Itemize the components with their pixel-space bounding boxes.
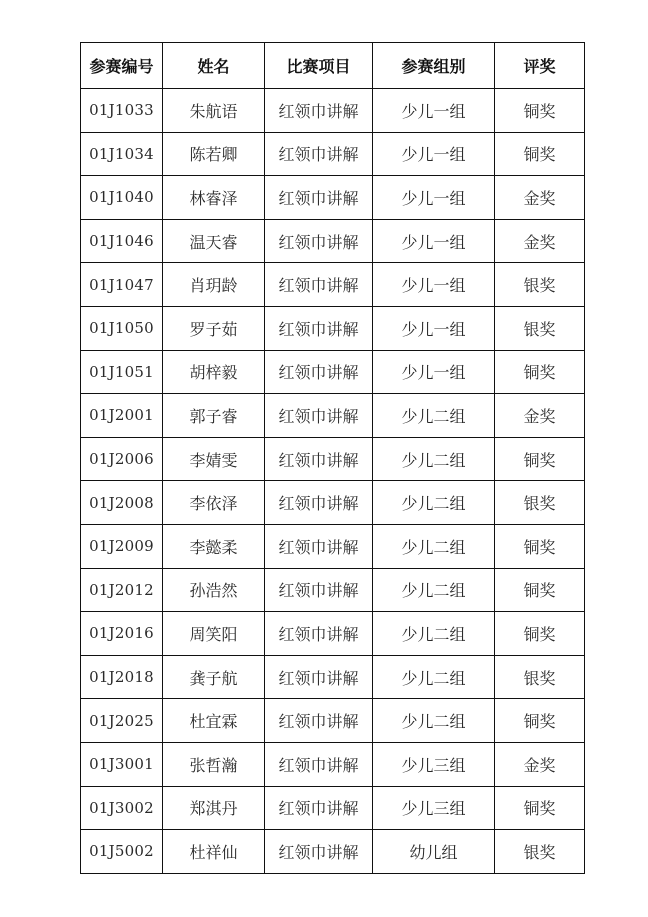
name-cell: 肖玥龄	[163, 263, 265, 307]
group-cell: 少儿三组	[373, 742, 495, 786]
award-cell: 银奖	[495, 481, 585, 525]
award-cell: 铜奖	[495, 524, 585, 568]
name-cell: 李婧雯	[163, 437, 265, 481]
group-cell: 少儿二组	[373, 437, 495, 481]
table-row	[81, 263, 585, 307]
award-cell: 金奖	[495, 394, 585, 438]
event-cell: 红领巾讲解	[265, 786, 373, 830]
group-cell: 少儿一组	[373, 176, 495, 220]
award-cell: 银奖	[495, 263, 585, 307]
table-row	[81, 481, 585, 525]
entry-id-cell: 01J1033	[81, 89, 163, 133]
group-cell: 少儿一组	[373, 219, 495, 263]
table-row	[81, 437, 585, 481]
event-cell: 红领巾讲解	[265, 655, 373, 699]
name-cell: 朱航语	[163, 89, 265, 133]
award-cell: 银奖	[495, 830, 585, 874]
group-cell: 少儿一组	[373, 350, 495, 394]
award-cell: 金奖	[495, 176, 585, 220]
name-cell: 罗子茹	[163, 306, 265, 350]
entry-id-cell: 01J2016	[81, 612, 163, 656]
name-cell: 陈若卿	[163, 132, 265, 176]
name-cell: 周笑阳	[163, 612, 265, 656]
entry-id-cell: 01J2018	[81, 655, 163, 699]
award-cell: 银奖	[495, 306, 585, 350]
event-cell: 红领巾讲解	[265, 176, 373, 220]
table-row	[81, 219, 585, 263]
entry-id-cell: 01J5002	[81, 830, 163, 874]
group-cell: 少儿一组	[373, 263, 495, 307]
event-cell: 红领巾讲解	[265, 481, 373, 525]
name-cell: 李懿柔	[163, 524, 265, 568]
event-cell: 红领巾讲解	[265, 437, 373, 481]
award-cell: 铜奖	[495, 350, 585, 394]
entry-id-cell: 01J2025	[81, 699, 163, 743]
award-cell: 金奖	[495, 219, 585, 263]
award-list-document	[80, 42, 584, 874]
award-cell: 铜奖	[495, 786, 585, 830]
group-cell: 少儿一组	[373, 306, 495, 350]
entry-id-cell: 01J2008	[81, 481, 163, 525]
event-cell: 红领巾讲解	[265, 612, 373, 656]
header-event: 比赛项目	[265, 43, 373, 89]
event-cell: 红领巾讲解	[265, 219, 373, 263]
entry-id-cell: 01J1050	[81, 306, 163, 350]
event-cell: 红领巾讲解	[265, 89, 373, 133]
group-cell: 少儿三组	[373, 786, 495, 830]
event-cell: 红领巾讲解	[265, 306, 373, 350]
entry-id-cell: 01J1047	[81, 263, 163, 307]
group-cell: 幼儿组	[373, 830, 495, 874]
table-body	[81, 89, 585, 874]
award-cell: 铜奖	[495, 568, 585, 612]
group-cell: 少儿二组	[373, 699, 495, 743]
event-cell: 红领巾讲解	[265, 394, 373, 438]
entry-id-cell: 01J1034	[81, 132, 163, 176]
group-cell: 少儿一组	[373, 89, 495, 133]
event-cell: 红领巾讲解	[265, 568, 373, 612]
table-row	[81, 176, 585, 220]
name-cell: 杜宜霖	[163, 699, 265, 743]
event-cell: 红领巾讲解	[265, 742, 373, 786]
group-cell: 少儿二组	[373, 524, 495, 568]
table-row	[81, 132, 585, 176]
header-name: 姓名	[163, 43, 265, 89]
entry-id-cell: 01J2001	[81, 394, 163, 438]
header-award: 评奖	[495, 43, 585, 89]
entry-id-cell: 01J1040	[81, 176, 163, 220]
event-cell: 红领巾讲解	[265, 524, 373, 568]
table-row	[81, 830, 585, 874]
group-cell: 少儿二组	[373, 394, 495, 438]
entry-id-cell: 01J2006	[81, 437, 163, 481]
award-table	[80, 42, 585, 874]
name-cell: 温天睿	[163, 219, 265, 263]
table-row	[81, 568, 585, 612]
table-row	[81, 742, 585, 786]
group-cell: 少儿二组	[373, 655, 495, 699]
name-cell: 郭子睿	[163, 394, 265, 438]
award-cell: 铜奖	[495, 437, 585, 481]
award-cell: 铜奖	[495, 612, 585, 656]
entry-id-cell: 01J1046	[81, 219, 163, 263]
name-cell: 李依泽	[163, 481, 265, 525]
table-row	[81, 306, 585, 350]
table-header	[81, 43, 585, 89]
table-row	[81, 89, 585, 133]
entry-id-cell: 01J2012	[81, 568, 163, 612]
event-cell: 红领巾讲解	[265, 350, 373, 394]
entry-id-cell: 01J1051	[81, 350, 163, 394]
table-row	[81, 394, 585, 438]
entry-id-cell: 01J3001	[81, 742, 163, 786]
table-row	[81, 786, 585, 830]
table-row	[81, 524, 585, 568]
award-cell: 铜奖	[495, 132, 585, 176]
award-cell: 银奖	[495, 655, 585, 699]
entry-id-cell: 01J2009	[81, 524, 163, 568]
table-row	[81, 655, 585, 699]
name-cell: 孙浩然	[163, 568, 265, 612]
header-entry-id: 参赛编号	[81, 43, 163, 89]
group-cell: 少儿二组	[373, 612, 495, 656]
award-cell: 铜奖	[495, 699, 585, 743]
event-cell: 红领巾讲解	[265, 830, 373, 874]
table-row	[81, 699, 585, 743]
header-row	[81, 43, 585, 89]
table-row	[81, 350, 585, 394]
name-cell: 杜祥仙	[163, 830, 265, 874]
table-row	[81, 612, 585, 656]
event-cell: 红领巾讲解	[265, 699, 373, 743]
name-cell: 郑淇丹	[163, 786, 265, 830]
name-cell: 林睿泽	[163, 176, 265, 220]
group-cell: 少儿二组	[373, 568, 495, 612]
name-cell: 胡梓毅	[163, 350, 265, 394]
event-cell: 红领巾讲解	[265, 263, 373, 307]
header-group: 参赛组别	[373, 43, 495, 89]
event-cell: 红领巾讲解	[265, 132, 373, 176]
group-cell: 少儿二组	[373, 481, 495, 525]
name-cell: 张哲瀚	[163, 742, 265, 786]
award-cell: 金奖	[495, 742, 585, 786]
group-cell: 少儿一组	[373, 132, 495, 176]
name-cell: 龚子航	[163, 655, 265, 699]
award-cell: 铜奖	[495, 89, 585, 133]
entry-id-cell: 01J3002	[81, 786, 163, 830]
